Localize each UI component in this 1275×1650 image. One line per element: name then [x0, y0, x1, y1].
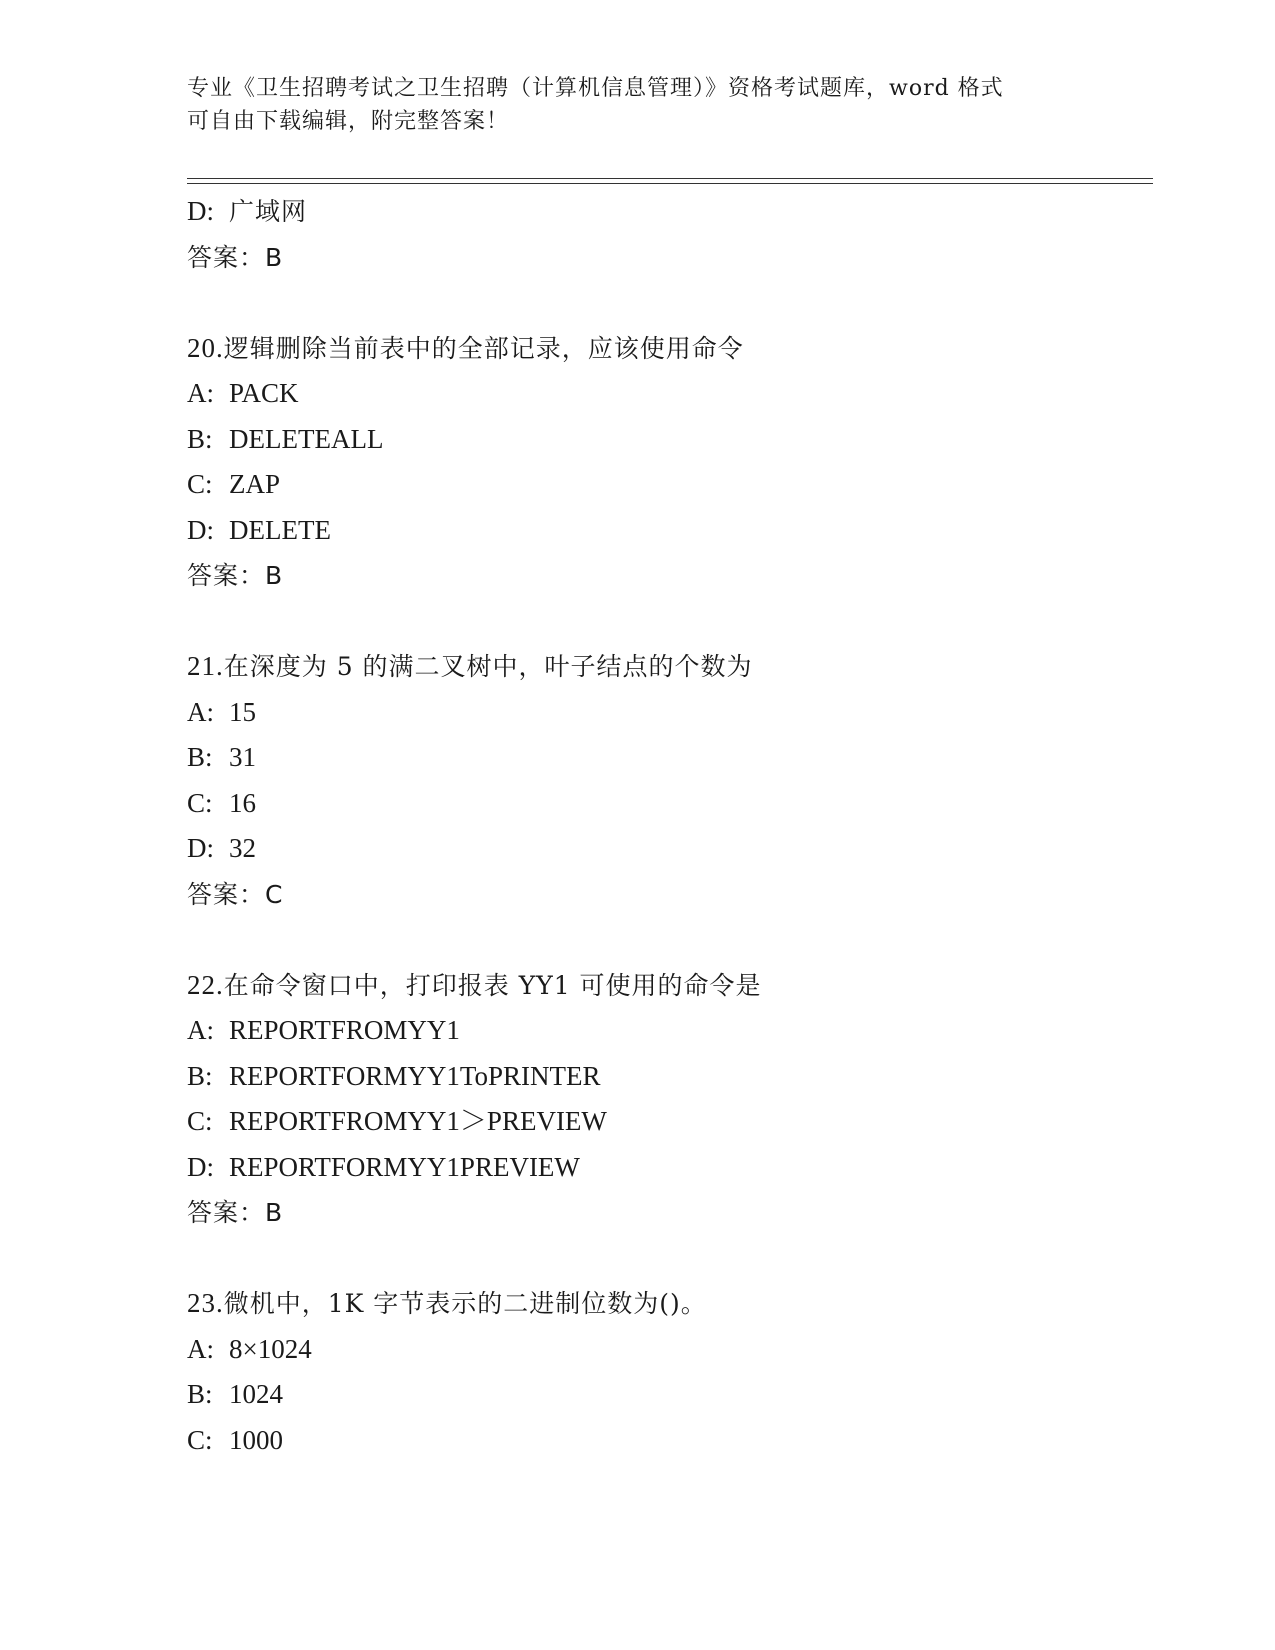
option-text: 8×1024 — [229, 1333, 312, 1364]
option-text: DELETEALL — [229, 423, 384, 454]
option-label: A: — [187, 696, 214, 727]
question-text: 逻辑删除当前表中的全部记录，应该使用命令 — [223, 333, 744, 363]
option-label: B: — [187, 742, 213, 772]
option-label: B: — [187, 1060, 213, 1091]
option-text: DELETE — [229, 514, 331, 545]
question-23-option-c — [187, 1418, 1147, 1464]
question-number: 20. — [187, 332, 224, 363]
question-21-option-d — [187, 826, 1147, 872]
question-number: 22. — [187, 969, 224, 1000]
question-22-stem — [187, 963, 1147, 1009]
option-text: ZAP — [229, 469, 281, 499]
question-22-option-d — [187, 1145, 1147, 1191]
question-21-option-c — [187, 781, 1147, 827]
option-text: 15 — [229, 696, 256, 727]
spacer — [187, 1236, 1147, 1282]
question-20-option-a — [187, 371, 1147, 417]
question-21-option-b — [187, 735, 1147, 781]
option-text: PACK — [229, 378, 299, 408]
option-label: A: — [187, 378, 214, 408]
question-21-answer: 答案：C — [187, 879, 284, 909]
question-list — [187, 189, 1147, 1463]
option-text: 广域网 — [229, 197, 308, 226]
question-22-option-a — [187, 1008, 1147, 1054]
question-20-option-b — [187, 417, 1147, 463]
prev-answer: 答案：B — [187, 242, 284, 272]
option-label: C: — [187, 1106, 213, 1136]
option-label: C: — [187, 469, 213, 499]
option-text: 16 — [229, 787, 256, 818]
question-20-stem — [187, 326, 1147, 372]
header-line-1: 专业《卫生招聘考试之卫生招聘（计算机信息管理）》资格考试题库，word 格式 — [187, 76, 1004, 101]
question-22-option-b — [187, 1054, 1147, 1100]
question-23-option-b — [187, 1372, 1147, 1418]
option-label: C: — [187, 1424, 213, 1455]
option-label: D: — [187, 1151, 214, 1182]
question-text: 在命令窗口中，打印报表 YY1 可使用的命令是 — [223, 970, 762, 1000]
question-23-stem — [187, 1281, 1147, 1327]
question-number: 23. — [187, 1288, 224, 1318]
question-22-answer: 答案：B — [187, 1198, 284, 1227]
option-label: D: — [187, 196, 214, 226]
option-text: 1000 — [229, 1424, 283, 1455]
header-line-2: 可自由下载编辑，附完整答案！ — [187, 109, 510, 134]
spacer — [187, 599, 1147, 645]
question-number: 21. — [187, 651, 224, 681]
question-20-option-c — [187, 462, 1147, 508]
option-text: REPORTFROMYY1 — [229, 1015, 460, 1045]
option-label: A: — [187, 1015, 214, 1045]
spacer — [187, 280, 1147, 326]
option-text: REPORTFORMYY1PREVIEW — [229, 1151, 580, 1182]
option-text: REPORTFROMYY1＞PREVIEW — [229, 1106, 607, 1136]
option-text: 1024 — [229, 1379, 283, 1409]
question-text: 在深度为 5 的满二叉树中，叶子结点的个数为 — [223, 652, 753, 681]
option-text: REPORTFORMYY1ToPRINTER — [229, 1060, 601, 1091]
question-21-stem — [187, 644, 1147, 690]
question-22-option-c — [187, 1099, 1147, 1145]
option-label: B: — [187, 1379, 213, 1409]
option-label: D: — [187, 514, 214, 545]
option-text: 31 — [229, 742, 256, 772]
option-label: B: — [187, 423, 213, 454]
option-text: 32 — [229, 833, 256, 863]
option-label: D: — [187, 833, 214, 863]
option-label: A: — [187, 1333, 214, 1364]
question-text: 微机中，1K 字节表示的二进制位数为()。 — [223, 1289, 707, 1318]
header-rule-top — [187, 178, 1153, 179]
header-rule-bottom — [187, 183, 1153, 184]
document-header — [187, 72, 1067, 138]
question-21-option-a — [187, 690, 1147, 736]
spacer — [187, 917, 1147, 963]
question-20-answer: 答案：B — [187, 561, 284, 590]
option-label: C: — [187, 787, 213, 818]
question-23-option-a — [187, 1327, 1147, 1373]
question-20-option-d — [187, 508, 1147, 554]
prev-option-d — [187, 189, 1147, 235]
